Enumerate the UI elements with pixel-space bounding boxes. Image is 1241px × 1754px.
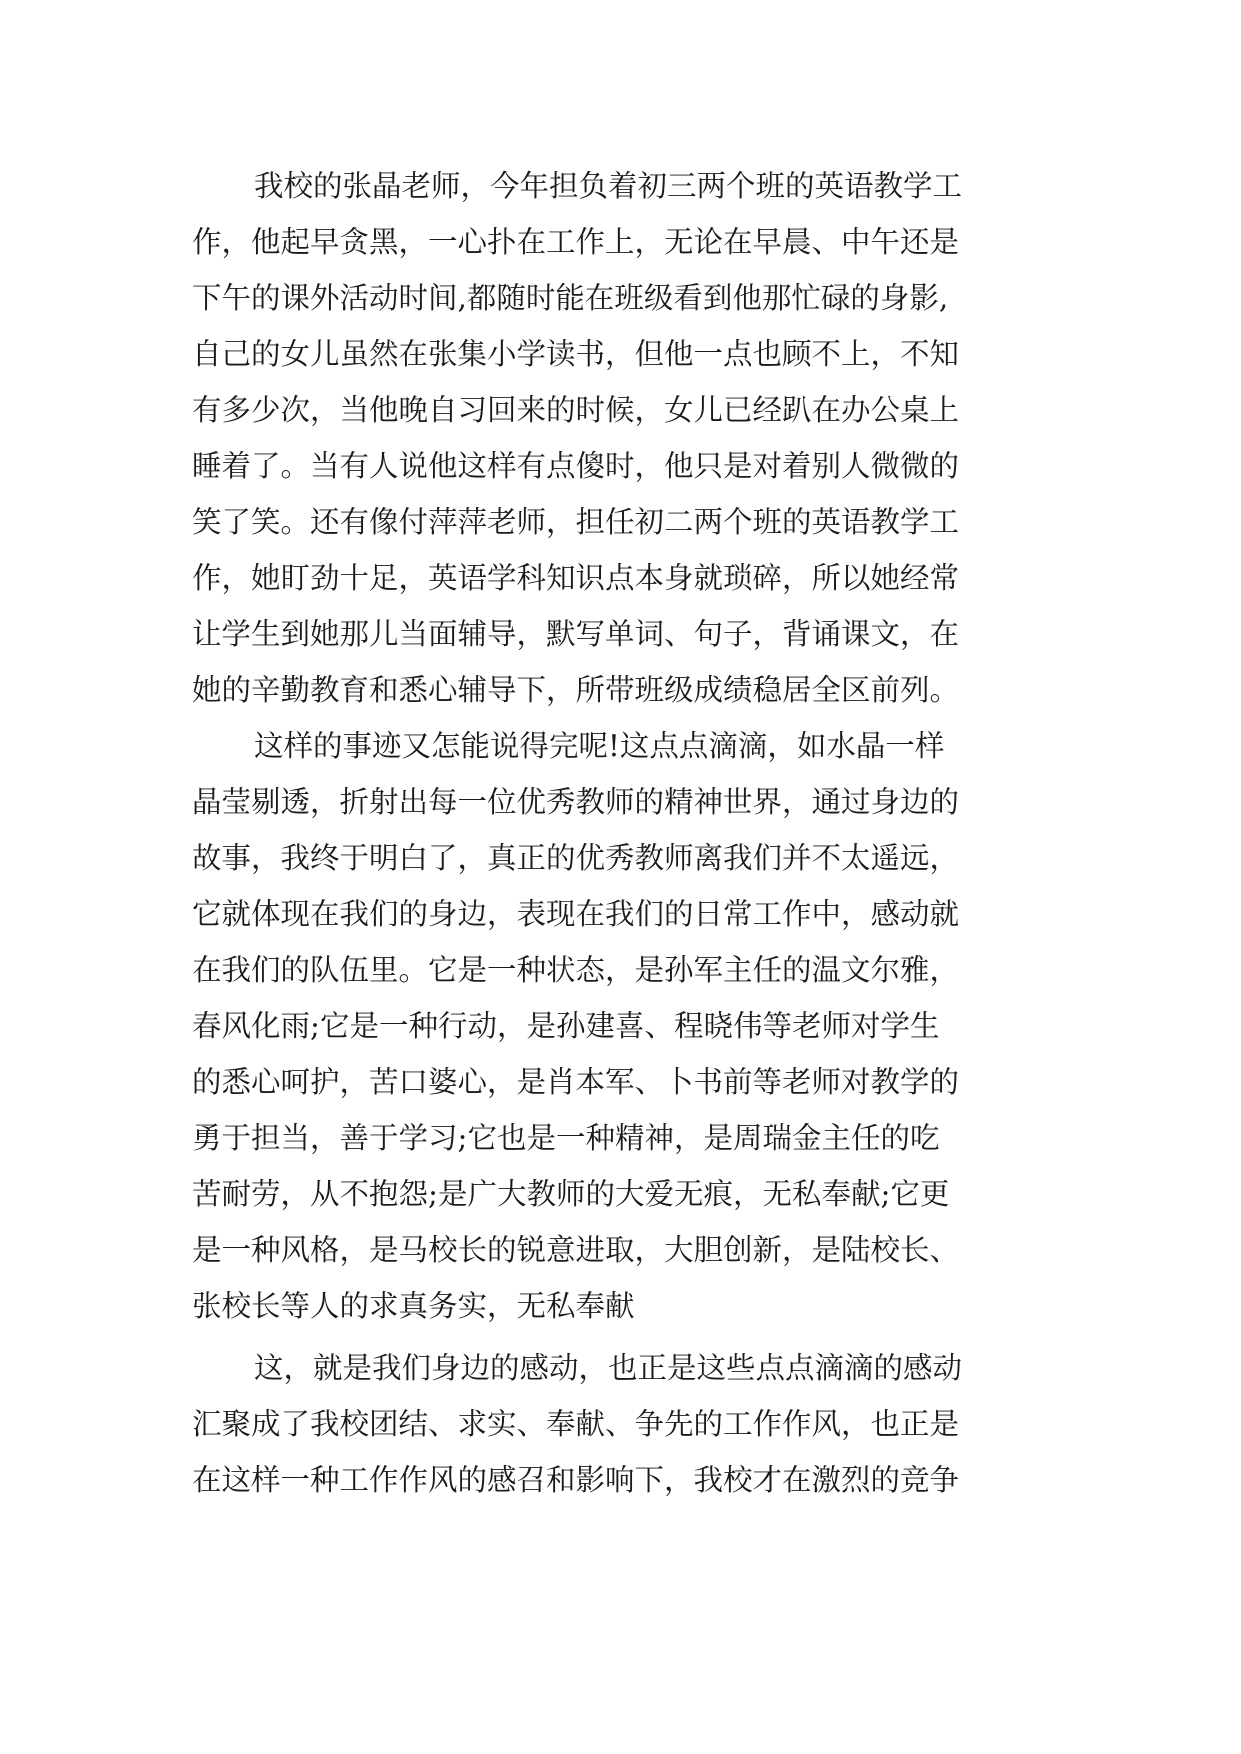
paragraph-line: 这，就是我们身边的感动，也正是这些点点滴滴的感动 <box>254 1351 963 1385</box>
paragraph-line: 下午的课外活动时间,都随时能在班级看到他那忙碌的身影, <box>192 281 949 315</box>
paragraph-line: 自己的女儿虽然在张集小学读书，但他一点也顾不上，不知 <box>192 337 960 371</box>
paragraph-line: 我校的张晶老师，今年担负着初三两个班的英语教学工 <box>254 169 963 203</box>
paragraph-line: 笑了笑。还有像付萍萍老师，担任初二两个班的英语教学工 <box>192 505 960 539</box>
paragraph-line: 春风化雨;它是一种行动，是孙建喜、程晓伟等老师对学生 <box>192 1009 940 1043</box>
paragraph-line: 有多少次，当他晚自习回来的时候，女儿已经趴在办公桌上 <box>192 393 960 427</box>
paragraph-line: 作，他起早贪黑，一心扑在工作上，无论在早晨、中午还是 <box>192 225 960 259</box>
paragraph-line: 勇于担当，善于学习;它也是一种精神，是周瑞金主任的吃 <box>192 1121 940 1155</box>
paragraph-line: 的悉心呵护，苦口婆心，是肖本军、卜书前等老师对教学的 <box>192 1065 960 1099</box>
paragraph-line: 汇聚成了我校团结、求实、奉献、争先的工作作风，也正是 <box>192 1407 960 1441</box>
paragraph-line: 是一种风格，是马校长的锐意进取，大胆创新，是陆校长、 <box>192 1233 960 1267</box>
paragraph-line: 睡着了。当有人说他这样有点傻时，他只是对着别人微微的 <box>192 449 960 483</box>
paragraph-line: 让学生到她那儿当面辅导，默写单词、句子，背诵课文，在 <box>192 617 960 651</box>
paragraph-line: 苦耐劳，从不抱怨;是广大教师的大爱无痕，无私奉献;它更 <box>192 1177 950 1211</box>
paragraph-line: 她的辛勤教育和悉心辅导下，所带班级成绩稳居全区前列。 <box>192 673 960 707</box>
paragraph-line: 在我们的队伍里。它是一种状态，是孙军主任的温文尔雅， <box>192 953 960 987</box>
paragraph-line: 它就体现在我们的身边，表现在我们的日常工作中，感动就 <box>192 897 960 931</box>
paragraph-line: 张校长等人的求真务实，无私奉献 <box>192 1289 635 1323</box>
paragraph-line: 这样的事迹又怎能说得完呢!这点点滴滴，如水晶一样 <box>254 729 945 763</box>
paragraph-line: 作，她盯劲十足，英语学科知识点本身就琐碎，所以她经常 <box>192 561 960 595</box>
paragraph-line: 在这样一种工作作风的感召和影响下，我校才在激烈的竞争 <box>192 1463 960 1497</box>
paragraph-line: 晶莹剔透，折射出每一位优秀教师的精神世界，通过身边的 <box>192 785 960 819</box>
paragraph-line: 故事，我终于明白了，真正的优秀教师离我们并不太遥远， <box>192 841 960 875</box>
